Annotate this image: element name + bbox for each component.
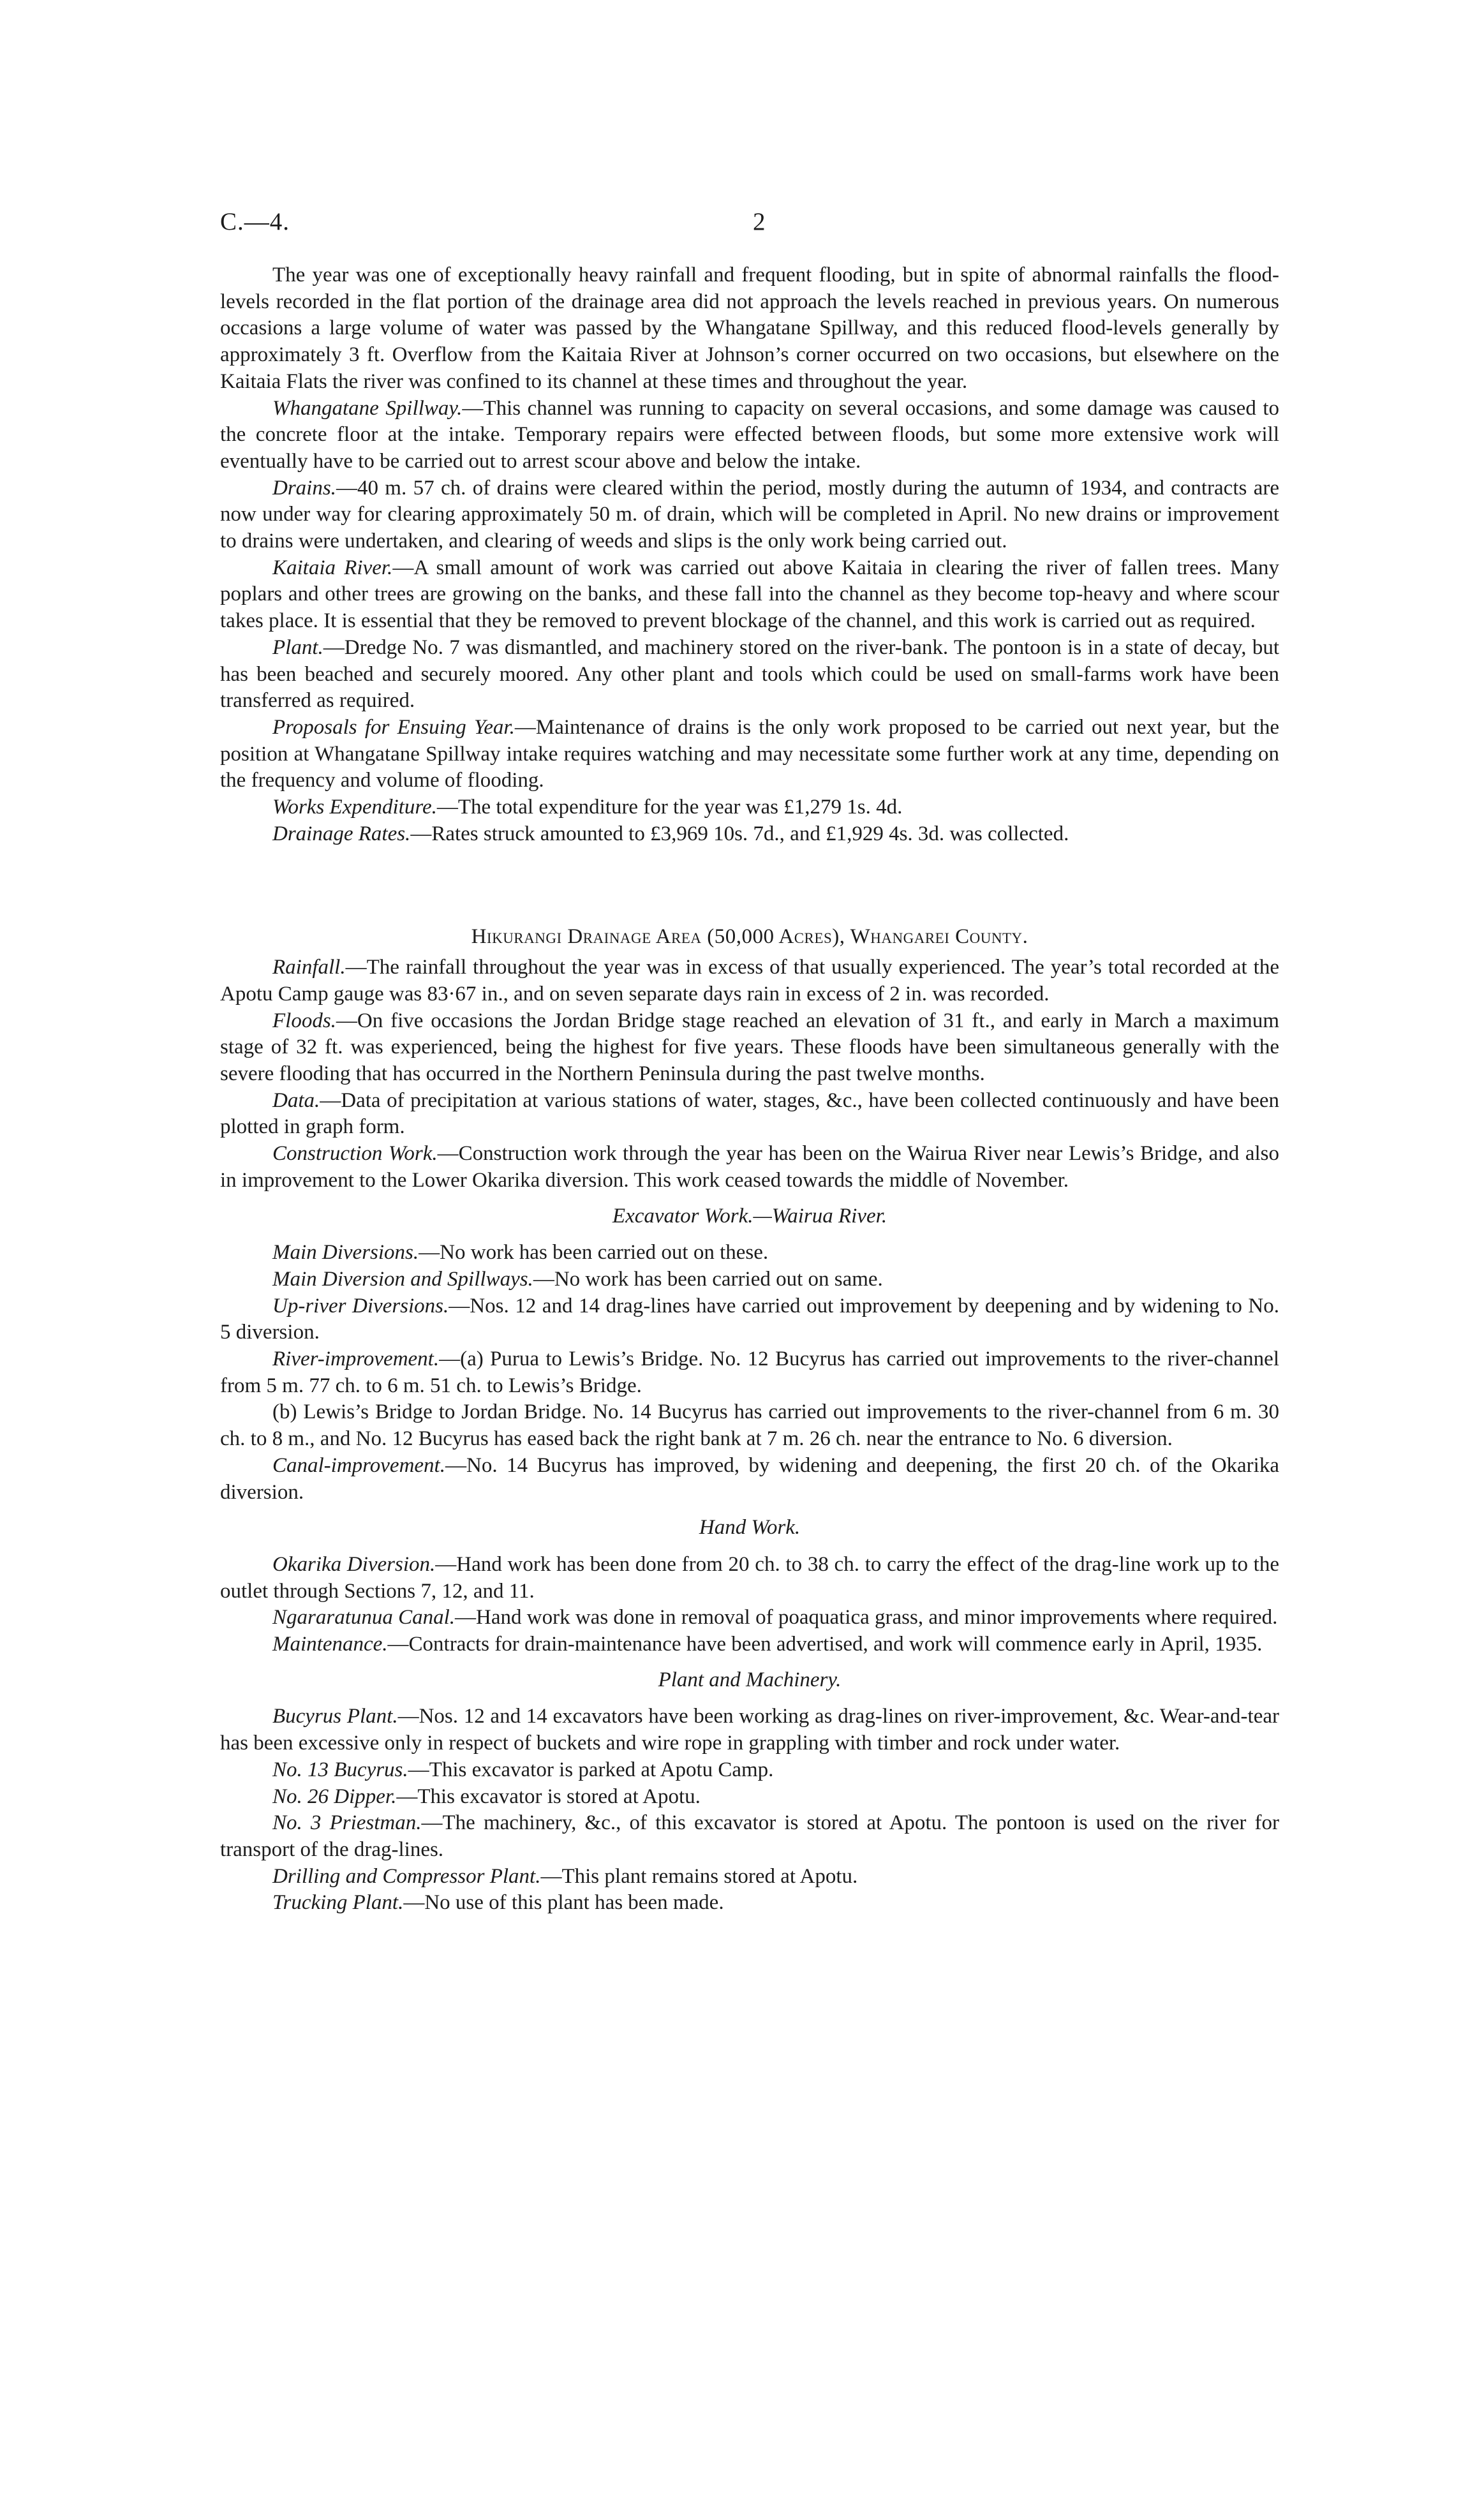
paragraph-text: —This excavator is parked at Apotu Camp.: [408, 1758, 774, 1781]
paragraph-heading: Proposals for Ensuing Year.: [272, 715, 515, 739]
paragraph-heading: Data.: [272, 1088, 320, 1112]
paragraph-text: —The rainfall throughout the year was in excess of that usually experienced. The year’s total recorded at the Apotu Camp gauge was 83·67 in., and on seven separate days rain in excess of 2 in. was recorded.: [220, 956, 1279, 1006]
paragraph-text: —Contracts for drain-maintenance have been advertised, and work will commence early in April, 1935.: [387, 1633, 1263, 1656]
paragraph-heading: Main Diversion and Spillways.: [272, 1267, 533, 1291]
paragraph-heading: Maintenance.: [272, 1633, 388, 1656]
paragraph-maintenance: [220, 1631, 1279, 1658]
paragraph-plant: [220, 635, 1279, 715]
section-title-text: Hikurangi Drainage Area (50,000 Acres), Whangarei County.: [471, 925, 1028, 949]
paragraph-text: —This plant remains stored at Apotu.: [540, 1864, 858, 1888]
paragraph-text: —On five occasions the Jordan Bridge stage reached an elevation of 31 ft., and early in March a maximum stage of 32 ft. was experienced, being the highest for five years. These floods have been simultaneous generally with the severe flooding that has occurred in the Northern Peninsula during the past twelve months.: [220, 1009, 1279, 1085]
paragraph-text: —This channel was running to capacity on several occasions, and some damage was caused to the concrete floor at the intake. Temporary repairs were effected between floods, but some more extensive work will eventually have to be carried out to arrest scour above and below the intake.: [220, 396, 1279, 473]
paragraph-text: —No. 14 Bucyrus has improved, by widening and deepening, the first 20 ch. of the Okarika diversion.: [220, 1453, 1279, 1504]
kaitaia-section: [220, 396, 1279, 848]
paragraph-heading: Kaitaia River.: [272, 556, 393, 579]
paragraph-text: —Rates struck amounted to £3,969 10s. 7d., and £1,929 4s. 3d. was collected.: [410, 822, 1069, 845]
paragraph-text: —Maintenance of drains is the only work proposed to be carried out next year, but the position at Whangatane Spillway intake requires watching and may necessitate some further work at any time, depending on the frequency and volume of flooding.: [220, 715, 1279, 792]
paragraph-rainfall: [220, 954, 1279, 1007]
paragraph-heading: Trucking Plant.: [272, 1891, 404, 1915]
paragraph-heading: Drains.: [272, 476, 336, 500]
paragraph-text: —(a) Purua to Lewis’s Bridge. No. 12 Bucyrus has carried out improvements to the river-channel from 5 m. 77 ch. to 6 m. 51 ch. to Lewis’s Bridge.: [220, 1347, 1279, 1397]
paragraph-text: —Construction work through the year has been on the Wairua River near Lewis’s Bridge, and also in improvement to the Lower Okarika diversion. This work ceased towards the middle of November.: [220, 1142, 1279, 1192]
paragraph-bucyrus-plant: [220, 1703, 1279, 1756]
paragraph-text: —This excavator is stored at Apotu.: [396, 1785, 701, 1808]
paragraph-text: —A small amount of work was carried out above Kaitaia in clearing the river of fallen trees. Many poplars and other trees are growing on the banks, and these fall into the channel as they become top-heavy and where scour takes place. It is essential that they be removed to prevent blockage of the channel, and this work is carried out as required.: [220, 556, 1279, 633]
hikurangi-section: [220, 924, 1279, 1917]
paragraph-text: —40 m. 57 ch. of drains were cleared within the period, mostly during the autumn of 1934, and contracts are now under way for clearing approximately 50 m. of drain, which will be completed in April. No new drains or improvement to drains were undertaken, and clearing of weeds and slips is the only work being carried out.: [220, 476, 1279, 553]
paragraph-kaitaia-river: [220, 555, 1279, 635]
paragraph-text: —Hand work was done in removal of poaquatica grass, and minor improvements where required.: [455, 1606, 1278, 1629]
paragraph-river-improvement-a: [220, 1346, 1279, 1399]
paragraph-heading: No. 3 Priestman.: [272, 1811, 422, 1835]
paragraph-text: —The total expenditure for the year was £1,279 1s. 4d.: [436, 796, 903, 819]
paragraph-heading: Works Expenditure.: [272, 796, 437, 819]
paragraph-text: —No work has been carried out on these.: [419, 1241, 769, 1265]
paragraph-text: —Nos. 12 and 14 excavators have been working as drag-lines on river-improvement, &c. Wear-and-tear has been excessive only in respect of buckets and wire rope in grappling with timber and rock under water.: [220, 1705, 1279, 1755]
paragraph-heading: Main Diversions.: [272, 1241, 419, 1265]
intro-paragraph: The year was one of exceptionally heavy rainfall and frequent flooding, but in spite of abnormal rainfalls the flood-levels recorded in the flat portion of the drainage area did not approach the levels reached in previous years. On numerous occasions a large volume of water was passed by the Whangatane Spillway, and this reduced flood-levels generally by approximately 3 ft. Overflow from the Kaitaia River at Johnson’s corner occurred on two occasions, but elsewhere on the Kaitaia Flats the river was confined to its channel at these times and throughout the year.: [220, 264, 1279, 393]
paragraph-no3-priestman: [220, 1810, 1279, 1863]
subheading-plant-machinery: Plant and Machinery.: [658, 1668, 842, 1691]
paragraph-okarika-diversion: [220, 1552, 1279, 1605]
paragraph-works-expenditure: [220, 794, 1279, 821]
paragraph-drilling-compressor: [220, 1864, 1279, 1890]
paragraph-text: —No work has been carried out on same.: [533, 1267, 883, 1291]
paragraph-proposals: [220, 715, 1279, 794]
document-page: [220, 201, 1279, 1917]
paragraph-no13-bucyrus: [220, 1757, 1279, 1784]
paragraph-main-diversions: [220, 1240, 1279, 1266]
paragraph-heading: Whangatane Spillway.: [272, 396, 463, 420]
paragraph-whangatane-spillway: [220, 396, 1279, 475]
paragraph-river-improvement-b: [220, 1399, 1279, 1452]
paragraph-data: [220, 1088, 1279, 1141]
paragraph-heading: Up-river Diversions.: [272, 1294, 449, 1318]
paragraph-construction-work: [220, 1141, 1279, 1194]
paragraph-canal-improvement: [220, 1453, 1279, 1506]
paragraph-text: —The machinery, &c., of this excavator is stored at Apotu. The pontoon is used on the river for transport of the drag-lines.: [220, 1811, 1280, 1861]
paragraph-floods: [220, 1008, 1279, 1088]
paragraph-heading: Bucyrus Plant.: [272, 1705, 398, 1728]
paragraph-heading: Drilling and Compressor Plant.: [272, 1864, 541, 1888]
paragraph-text: —Data of precipitation at various stations of water, stages, &c., have been collected continuously and have been plotted in graph form.: [220, 1088, 1279, 1139]
paragraph-heading: Plant.: [272, 635, 323, 659]
paragraph-text: —Nos. 12 and 14 drag-lines have carried out improvement by deepening and by widening to No. 5 diversion.: [220, 1294, 1279, 1344]
paragraph-heading: Ngararatunua Canal.: [272, 1606, 456, 1629]
paragraph-text: —No use of this plant has been made.: [403, 1891, 724, 1915]
document-reference: C.—4.: [220, 208, 290, 235]
page-header: [220, 201, 1279, 239]
paragraph-heading: No. 13 Bucyrus.: [272, 1758, 408, 1781]
subheading-excavator-work: Excavator Work.—Wairua River.: [612, 1204, 887, 1228]
paragraph-drainage-rates: [220, 821, 1279, 848]
document-body: [220, 262, 1279, 1917]
paragraph-text: (b) Lewis’s Bridge to Jordan Bridge. No. 14 Bucyrus has carried out improvements to the river-channel from 6 m. 30 ch. to 8 m., and No. 12 Bucyrus has eased back the right bank at 7 m. 26 ch. near the entrance to No. 6 diversion.: [220, 1400, 1279, 1451]
section-title: [220, 924, 1279, 951]
paragraph-no26-dipper: [220, 1784, 1279, 1811]
section-spacer: [220, 847, 1279, 924]
paragraph-heading: Rainfall.: [272, 956, 346, 979]
subheading-hand-work: Hand Work.: [699, 1516, 801, 1540]
paragraph-heading: Construction Work.: [272, 1142, 438, 1166]
paragraph-main-diversion-spillways: [220, 1266, 1279, 1293]
paragraph-up-river-diversions: [220, 1293, 1279, 1346]
paragraph-heading: River-improvement.: [272, 1347, 440, 1371]
paragraph-trucking-plant: [220, 1890, 1279, 1917]
paragraph-text: —Dredge No. 7 was dismantled, and machinery stored on the river-bank. The pontoon is in a state of decay, but has been beached and securely moored. Any other plant and tools which could be used on small-farms work have been transferred as required.: [220, 635, 1279, 713]
paragraph-heading: Drainage Rates.: [272, 822, 411, 845]
paragraph-heading: Canal-improvement.: [272, 1453, 445, 1477]
paragraph-heading: No. 26 Dipper.: [272, 1785, 397, 1808]
paragraph-ngararatunua-canal: [220, 1605, 1279, 1631]
paragraph-heading: Okarika Diversion.: [272, 1552, 436, 1576]
paragraph-heading: Floods.: [272, 1009, 336, 1032]
paragraph-drains: [220, 475, 1279, 555]
page-number: 2: [753, 208, 766, 235]
paragraph-text: —Hand work has been done from 20 ch. to 38 ch. to carry the effect of the drag-line work up to the outlet through Sections 7, 12, and 11.: [220, 1552, 1279, 1603]
